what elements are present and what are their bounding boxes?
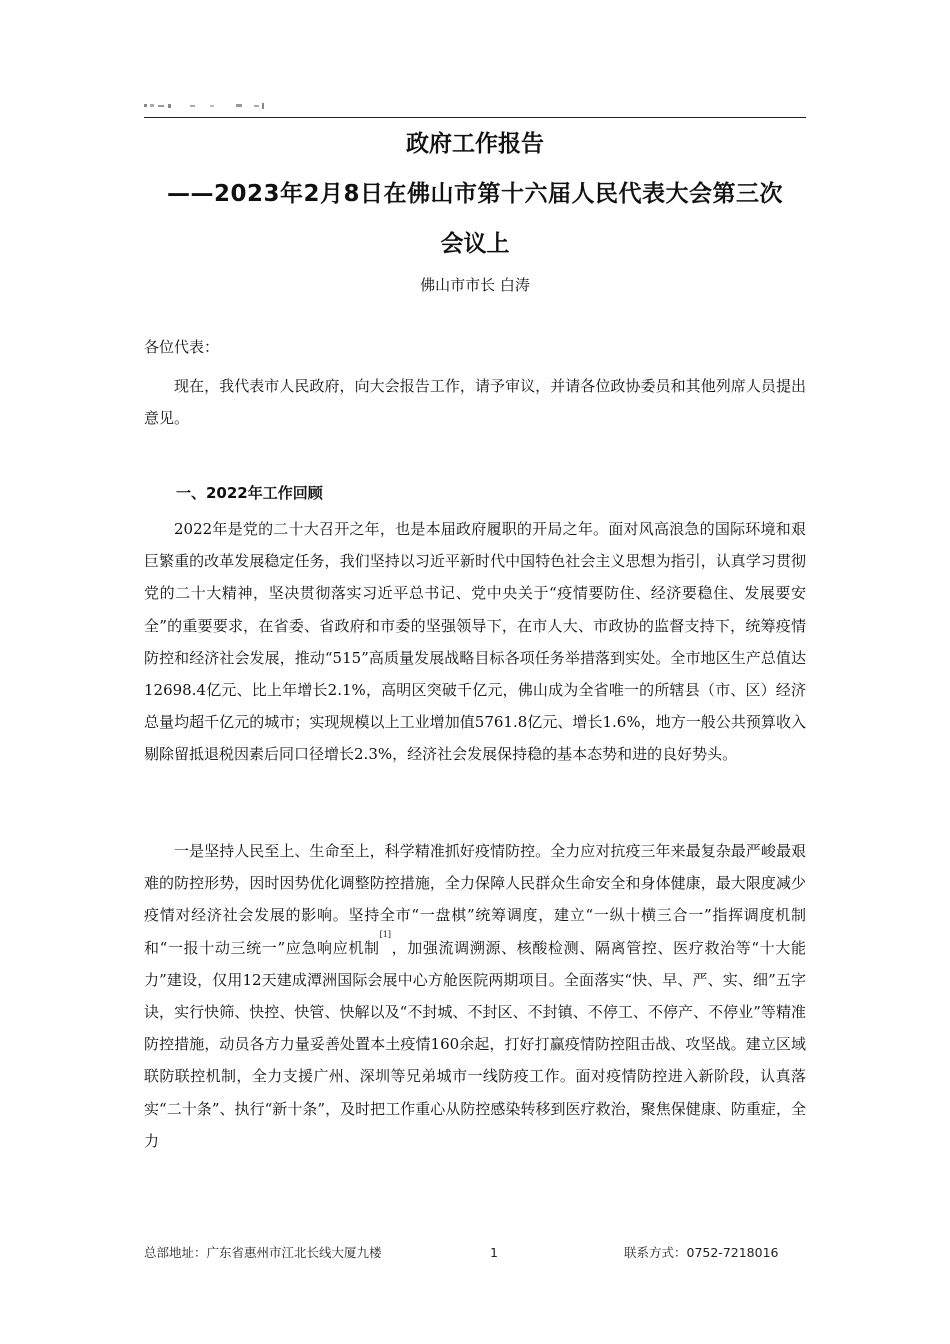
paragraph-review: 2022年是党的二十大召开之年，也是本届政府履职的开局之年。面对风高浪急的国际环境和艰巨繁重的改革发展稳定任务，我们坚持以习近平新时代中国特色社会主义思想为指引，认真学习贯彻党的二十大精神，坚决贯彻落实习近平总书记、党中央关于“疫情要防住、经济要稳住、发展要安全”的重要要求，在省委、省政府和市委的坚强领导下，在市人大、市政协的监督支持下，统筹疫情防控和经济社会发展，推动“515”高质量发展战略目标各项任务举措落到实处。全市地区生产总值达12698.4亿元、比上年增长2.1%，高明区突破千亿元，佛山成为全省唯一的所辖县（市、区）经济总量均超千亿元的城市；实现规模以上工业增加值5761.8亿元、增长1.6%，地方一般公共预算收入剔除留抵退税因素后同口径增长2.3%，经济社会发展保持稳的基本态势和进的良好势头。 — [144, 520, 806, 764]
intro-paragraph: 现在，我代表市人民政府，向大会报告工作，请予审议，并请各位政协委员和其他列席人员提出意见。 — [144, 377, 806, 428]
header-logo-icon — [144, 101, 284, 111]
section-heading: 一、2022年工作回顾 — [176, 484, 323, 502]
footer-contact: 联系方式：0752-7218016 — [624, 1245, 779, 1260]
paragraph-text-part-2: ，加强流调溯源、核酸检测、隔离管控、医疗救治等“十大能力”建设，仅用12天建成潭洲国际会展中心方舱医院两期项目。全面落实“快、早、严、实、细”五字诀，实行快筛、快控、快管、快解以及“不封城、不封区、不封镇、不停工、不停产、不停业”等精准防控措施，动员各方力量妥善处置本土疫情160余起，打好打赢疫情防控阻击战、攻坚战。建立区域联防联控机制，全力支援广州、深圳等兄弟城市一线防疫工作。面对疫情防控进入新阶段，认真落实“二十条”、执行“新十条”，及时把工作重心从防控感染转移到医疗救治，聚焦保健康、防重症，全力 — [144, 938, 806, 1150]
paragraph-text-part-1: 一是坚持人民至上、生命至上，科学精准抓好疫情防控。全力应对抗疫三年来最复杂最严峻最艰难的防控形势，因时因势优化调整防控措施，全力保障人民群众生命安全和身体健康，最大限度减少疫情对经济社会发展的影响。坚持全市“一盘棋”统筹调度，建立“一纵十横三合一”指挥调度机制和“一报十动三统一”应急响应机制 — [144, 842, 806, 957]
document-subtitle-line-1: ——2023年2月8日在佛山市第十六届人民代表大会第三次 — [166, 181, 784, 207]
author-line: 佛山市市长 白涛 — [420, 276, 530, 294]
footer-address: 总部地址：广东省惠州市江北长线大厦九楼 — [144, 1245, 382, 1260]
paragraph-epidemic-control — [144, 835, 806, 1157]
header-divider — [144, 117, 806, 118]
footnote-reference[interactable]: [1] — [379, 929, 391, 939]
salutation: 各位代表： — [144, 338, 220, 356]
document-title: 政府工作报告 — [406, 131, 544, 157]
footer-page-number: 1 — [490, 1245, 498, 1260]
document-subtitle-line-2: 会议上 — [440, 231, 510, 257]
